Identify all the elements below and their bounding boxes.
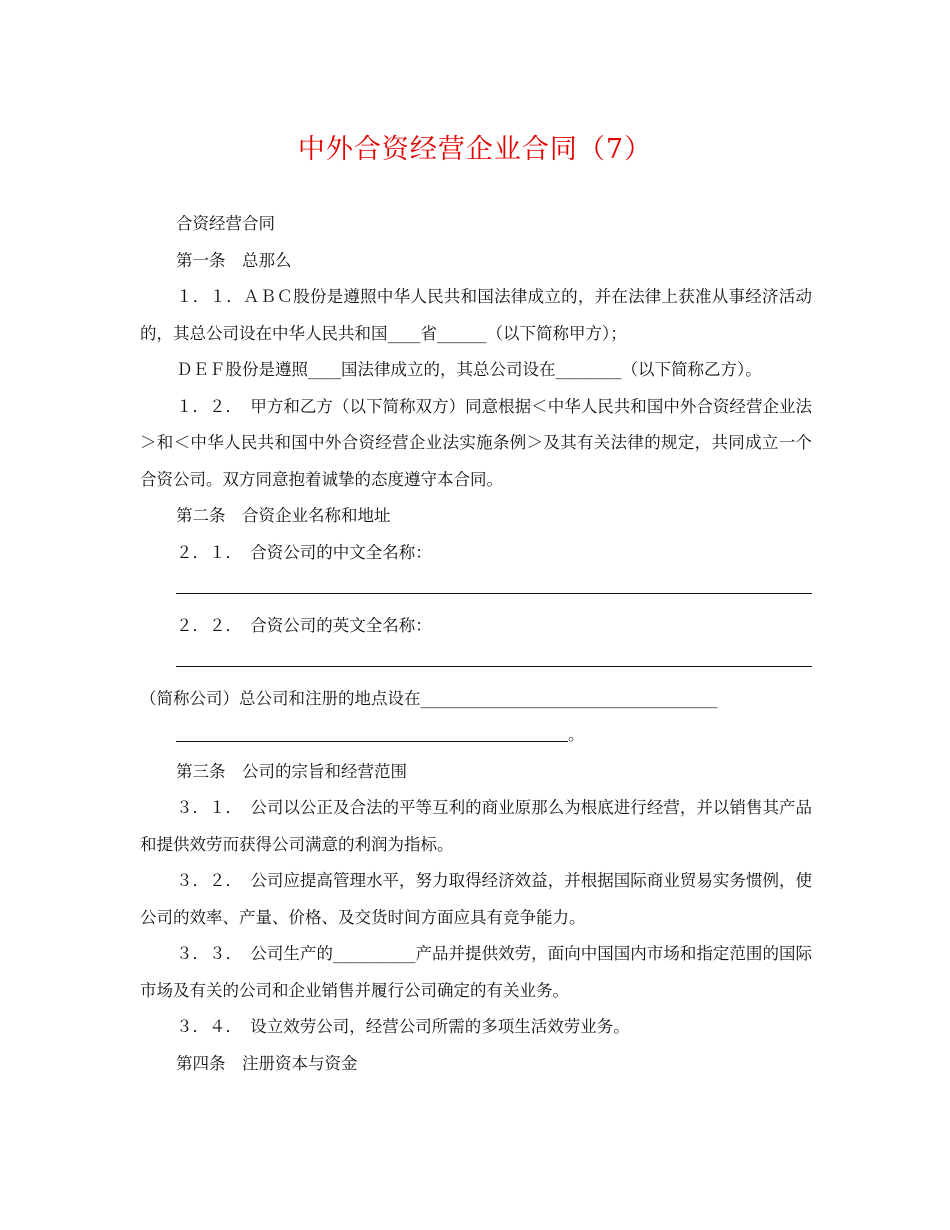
clause-2-3-address: （简称公司）总公司和注册的地点设在____________________________________	[140, 688, 718, 708]
document-title: 中外合资经营企业合同（7）	[297, 134, 653, 165]
address-blank-line	[176, 721, 568, 742]
chinese-name-blank-line	[176, 571, 812, 608]
clause-2-3-end-mark: 。	[568, 725, 585, 744]
article-3-heading: 第三条 公司的宗旨和经营范围	[176, 761, 407, 781]
clause-3-4: ３．４． 设立效劳公司，经营公司所需的多项生活效劳业务。	[176, 1017, 630, 1036]
clause-1-1-party-b: ＤＥＦ股份是遵照____国法律成立的，其总公司设在________（以下简称乙方）。	[176, 360, 762, 379]
clause-2-1: ２．１． 合资公司的中文全名称：	[176, 542, 432, 562]
article-1-heading: 第一条 总那么	[176, 250, 292, 270]
clause-2-2: ２．２． 合资公司的英文全名称：	[176, 615, 432, 635]
document-body	[140, 206, 812, 1082]
clause-3-1: ３．１． 公司以公正及合法的平等互利的商业原那么为根底进行经营，并以销售其产品和提供效劳而获得公司满意的利润为指标。	[140, 798, 812, 854]
clause-2-3-address-cont	[140, 717, 812, 754]
article-2-heading: 第二条 合资企业名称和地址	[176, 506, 391, 525]
clause-3-3: ３．３． 公司生产的__________产品并提供效劳，面向中国国内市场和指定范围的国际市场及有关的公司和企业销售并履行公司确定的有关业务。	[140, 944, 812, 1000]
contract-heading: 合资经营合同	[176, 214, 275, 233]
article-4-heading: 第四条 注册资本与资金	[176, 1053, 358, 1073]
clause-3-2: ３．２． 公司应提高管理水平，努力取得经济效益，并根据国际商业贸易实务惯例，使公司的效率、产量、价格、及交货时间方面应具有竞争能力。	[140, 871, 812, 927]
clause-1-1-party-a: １．１．ＡＢＣ股份是遵照中华人民共和国法律成立的，并在法律上获准从事经济活动的，其总公司设在中华人民共和国____省______（以下简称甲方）；	[140, 287, 812, 343]
english-name-blank-line	[176, 644, 812, 681]
clause-1-2: １．２． 甲方和乙方（以下简称双方）同意根据＜中华人民共和国中外合资经营企业法＞和＜中华人民共和国中外合资经营企业法实施条例＞及其有关法律的规定，共同成立一个合资公司。双方同意抱着诚挚的态度遵守本合同。	[140, 396, 812, 489]
